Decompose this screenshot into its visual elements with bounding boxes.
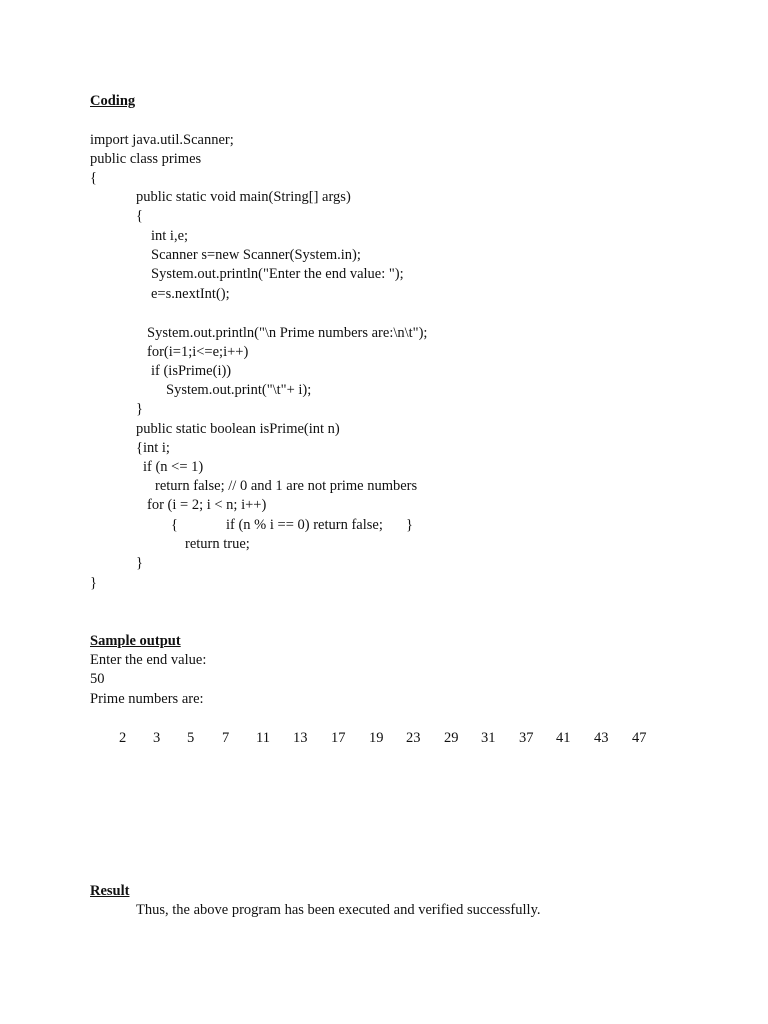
code-line: int i,e; bbox=[151, 228, 189, 244]
prime-number: 17 bbox=[331, 730, 346, 746]
code-line: if (n <= 1) bbox=[143, 459, 204, 475]
prime-number: 37 bbox=[519, 730, 534, 746]
code-line: import java.util.Scanner; bbox=[90, 132, 234, 148]
code-line: {int i; bbox=[136, 440, 170, 456]
prime-number: 5 bbox=[187, 730, 195, 746]
code-line: if (n % i == 0) return false; bbox=[226, 517, 383, 533]
code-line: Scanner s=new Scanner(System.in); bbox=[151, 247, 361, 263]
code-line: } bbox=[136, 401, 143, 417]
prime-number: 47 bbox=[632, 730, 647, 746]
output-prompt: Enter the end value: bbox=[90, 652, 207, 668]
prime-number: 19 bbox=[369, 730, 384, 746]
coding-heading: Coding bbox=[90, 93, 136, 109]
prime-number: 31 bbox=[481, 730, 496, 746]
code-line: if (isPrime(i)) bbox=[151, 363, 232, 379]
result-heading: Result bbox=[90, 883, 130, 899]
prime-number: 23 bbox=[406, 730, 421, 746]
code-line: return true; bbox=[185, 536, 250, 552]
code-line: System.out.print("\t"+ i); bbox=[166, 382, 312, 398]
code-line: { bbox=[171, 517, 178, 533]
prime-number: 3 bbox=[153, 730, 161, 746]
code-line: for (i = 2; i < n; i++) bbox=[147, 497, 267, 513]
prime-number: 29 bbox=[444, 730, 459, 746]
prime-number: 7 bbox=[222, 730, 230, 746]
code-line: public class primes bbox=[90, 151, 202, 167]
output-input: 50 bbox=[90, 671, 105, 687]
code-line: public static boolean isPrime(int n) bbox=[136, 421, 340, 437]
prime-number: 2 bbox=[119, 730, 127, 746]
code-line: for(i=1;i<=e;i++) bbox=[147, 344, 249, 360]
code-line: public static void main(String[] args) bbox=[136, 189, 351, 205]
sample-output-heading: Sample output bbox=[90, 633, 181, 649]
prime-number: 13 bbox=[293, 730, 308, 746]
prime-number: 43 bbox=[594, 730, 609, 746]
code-line: } bbox=[406, 517, 413, 533]
prime-number: 11 bbox=[256, 730, 270, 746]
code-line: System.out.println("\n Prime numbers are:\n\t"); bbox=[147, 325, 428, 341]
code-line: } bbox=[90, 575, 97, 591]
code-line: return false; // 0 and 1 are not prime numbers bbox=[155, 478, 418, 494]
output-label: Prime numbers are: bbox=[90, 691, 204, 707]
prime-number: 41 bbox=[556, 730, 571, 746]
result-text: Thus, the above program has been executed and verified successfully. bbox=[136, 902, 541, 918]
code-line: System.out.println("Enter the end value: "); bbox=[151, 266, 404, 282]
code-line: { bbox=[136, 208, 143, 224]
code-line: } bbox=[136, 555, 143, 571]
code-line: e=s.nextInt(); bbox=[151, 286, 230, 302]
code-line: { bbox=[90, 170, 97, 186]
